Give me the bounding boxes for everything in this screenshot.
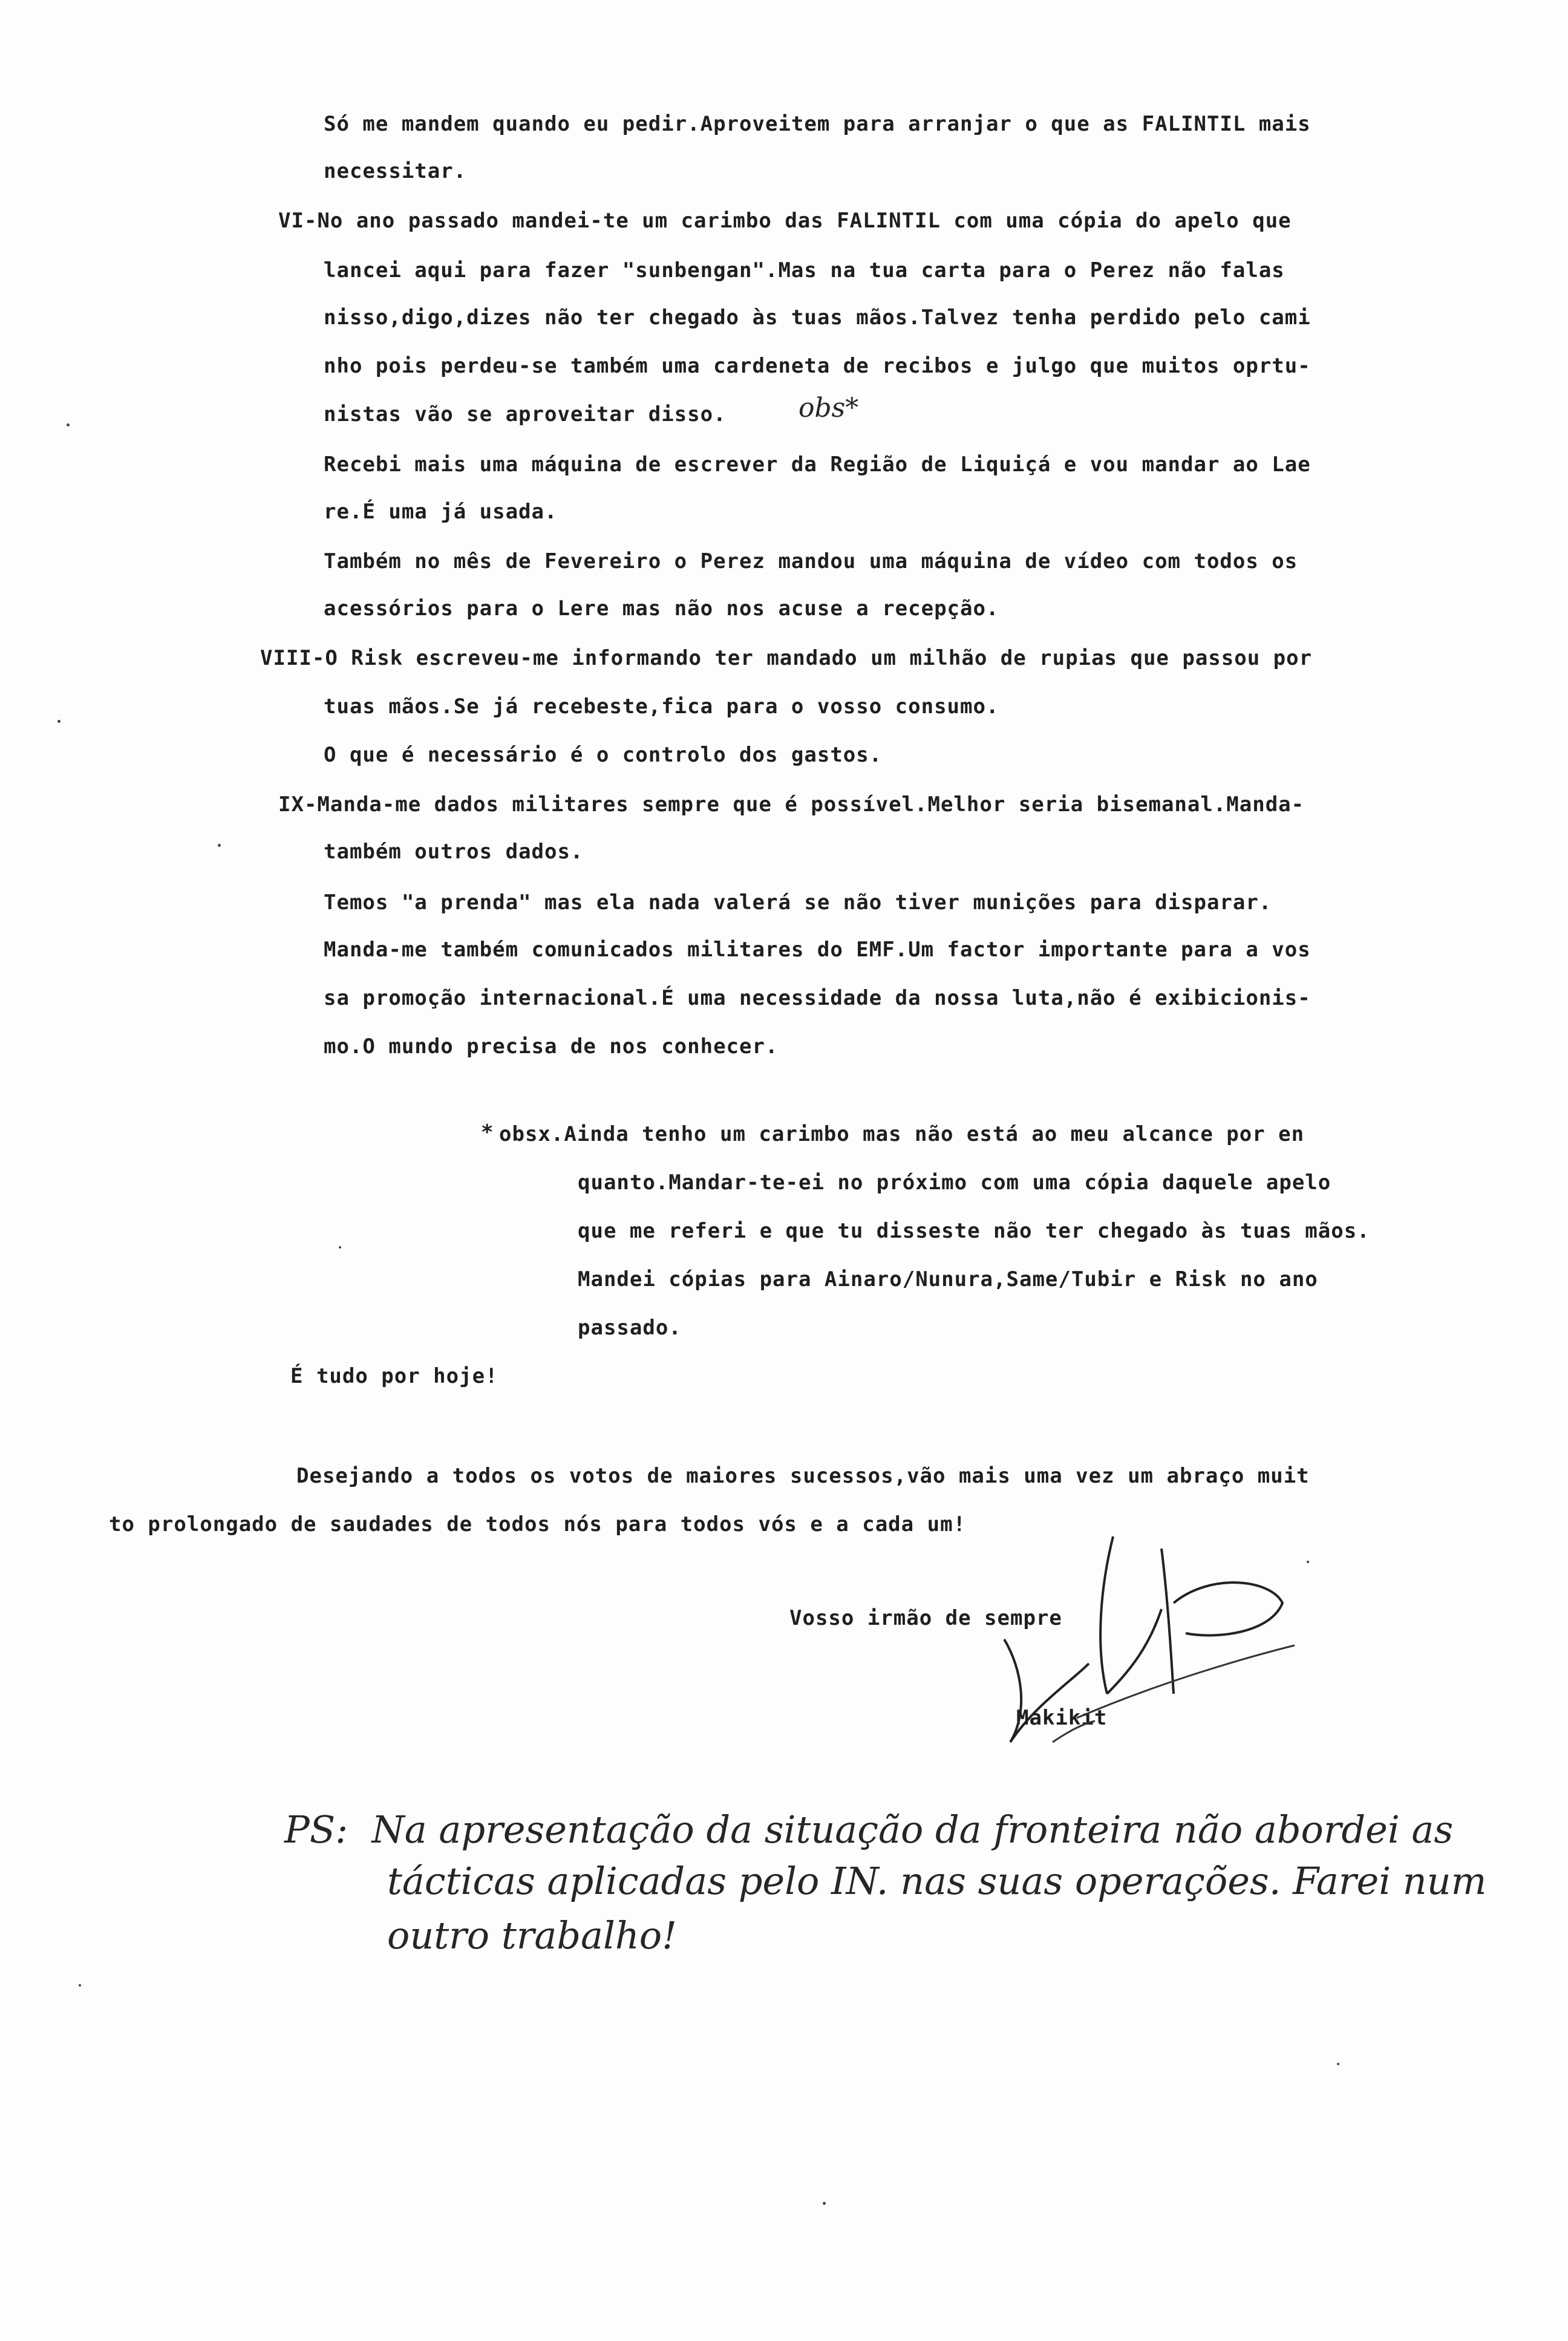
ps-line: PS: Na apresentação da situação da fronteira não abordei as [284,1807,1454,1852]
text-line: também outros dados. [324,840,584,864]
text-line: que me referi e que tu disseste não ter chegado às tuas mãos. [578,1219,1370,1243]
scan-speck [218,844,221,847]
text-line: Só me mandem quando eu pedir.Aproveitem para arranjar o que as FALINTIL mais [324,112,1311,136]
ps-line: outro trabalho! [387,1913,678,1957]
text-line: IX-Manda-me dados militares sempre que é possível.Melhor seria bisemanal.Manda- [278,792,1305,817]
signature [932,1512,1307,1766]
margin-note: obs* [799,393,859,423]
text-line: É tudo por hoje! [290,1364,498,1388]
text-line: VI-No ano passado mandei-te um carimbo das FALINTIL com uma cópia do apelo que [278,209,1292,233]
text-line: necessitar. [324,159,467,183]
closing-line: Vosso irmão de sempre [789,1606,1062,1630]
text-line: nistas vão se aproveitar disso. [324,402,727,426]
text-line: Também no mês de Fevereiro o Perez mandou uma máquina de vídeo com todos os [324,549,1298,573]
ps-line: tácticas aplicadas pelo IN. nas suas operações. Farei num [387,1859,1487,1903]
text-line: Temos "a prenda" mas ela nada valerá se não tiver munições para disparar. [324,890,1272,915]
text-line: Desejando a todos os votos de maiores sucessos,vão mais uma vez um abraço muit [296,1464,1310,1488]
text-line: O que é necessário é o controlo dos gastos. [324,743,883,767]
text-line: Manda-me também comunicados militares do EMF.Um factor importante para a vos [324,938,1311,962]
text-line: re.É uma já usada. [324,500,558,524]
text-line: acessórios para o Lere mas não nos acuse a recepção. [324,596,999,621]
scan-speck [67,423,70,426]
scan-speck [823,2202,826,2205]
scan-speck [79,1984,81,1987]
scan-speck [339,1246,341,1249]
text-line: lancei aqui para fazer "sunbengan".Mas na tua carta para o Perez não falas [324,258,1285,282]
text-line: to prolongado de saudades de todos nós para todos vós e a cada um! [109,1512,967,1536]
scan-speck [1337,2063,1339,2065]
scan-speck [57,720,60,723]
text-line: sa promoção internacional.É uma necessidade da nossa luta,não é exibicionis- [324,986,1311,1010]
text-line: quanto.Mandar-te-ei no próximo com uma cópia daquele apelo [578,1170,1331,1195]
text-line: nisso,digo,dizes não ter chegado às tuas mãos.Talvez tenha perdido pelo cami [324,305,1311,330]
scan-speck [1307,1561,1309,1563]
text-line: nho pois perdeu-se também uma cardeneta de recibos e julgo que muitos oprtu- [324,354,1311,378]
text-line: mo.O mundo precisa de nos conhecer. [324,1034,779,1059]
text-line: passado. [578,1316,682,1340]
text-line: Recebi mais uma máquina de escrever da Região de Liquiçá e vou mandar ao Lae [324,452,1311,477]
text-line: obsx.Ainda tenho um carimbo mas não está ao meu alcance por en [499,1122,1305,1146]
text-line: tuas mãos.Se já recebeste,fica para o vosso consumo. [324,694,999,719]
text-line: Mandei cópias para Ainaro/Nunura,Same/Tubir e Risk no ano [578,1267,1318,1291]
asterisk-mark: * [481,1120,494,1144]
signatory-name: Makikit [1016,1706,1108,1730]
text-line: VIII-O Risk escreveu-me informando ter mandado um milhão de rupias que passou por [260,646,1313,670]
